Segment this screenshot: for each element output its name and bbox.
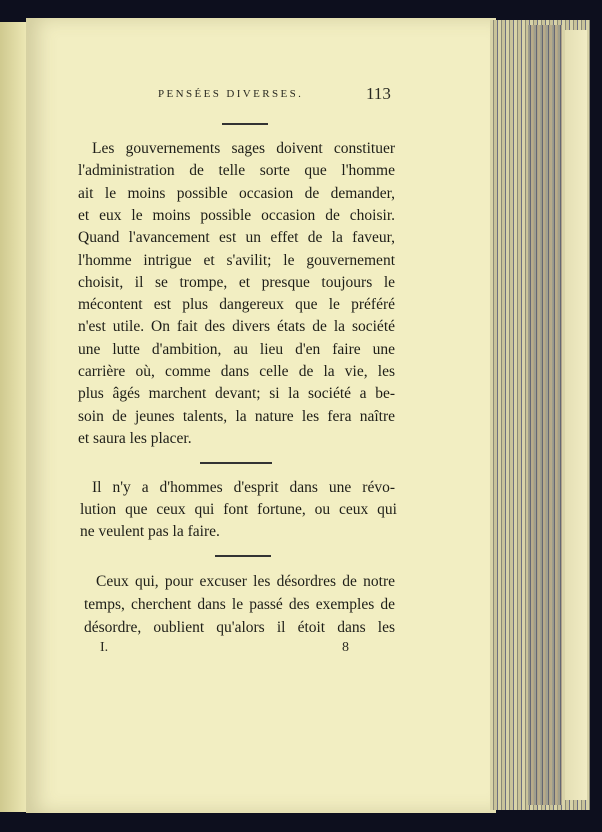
running-title: PENSÉES DIVERSES.	[158, 88, 304, 100]
text-line: et saura les placer.	[78, 429, 192, 447]
text-line: Ceux qui, pour excuser les désordres de notre	[96, 573, 395, 590]
text-line: ne veulent pas la faire.	[80, 523, 220, 540]
text-line: mécontent est plus dangereux que le préféré	[78, 296, 395, 314]
text-line: n'est utile. On fait des divers états de la société	[78, 318, 395, 336]
page-number: 113	[366, 84, 391, 103]
text-line: l'administration de telle sorte que l'homme	[78, 162, 395, 180]
volume-mark: I.	[100, 640, 109, 655]
text-line: et eux le moins possible occasion de choisir.	[78, 206, 395, 224]
text-line: Les gouvernements sages doivent constituer	[92, 140, 395, 157]
cover-edge	[565, 30, 587, 800]
text-line: soin de jeunes talents, la nature les fera naître	[78, 407, 395, 425]
divider-rule	[200, 462, 272, 464]
divider-rule	[222, 123, 268, 125]
text-line: temps, cherchent dans le passé des exemples de	[84, 596, 395, 613]
text-line: plus âgés marchent devant; si la société a be-	[78, 385, 395, 403]
signature-mark: 8	[342, 640, 349, 655]
text-line: lution que ceux qui font fortune, ou ceux qui	[80, 501, 397, 518]
marbled-edge	[528, 25, 562, 805]
text-line: choisit, il se trompe, et presque toujours le	[78, 273, 395, 291]
text-line: Quand l'avancement est un effet de la faveur,	[78, 229, 395, 247]
text-line: ait le moins possible occasion de demander,	[78, 184, 395, 202]
left-page-edge	[0, 22, 26, 812]
text-line: carrière où, comme dans celle de la vie, les	[78, 363, 395, 380]
text-line: l'homme intrigue et s'avilit; le gouvernement	[78, 251, 395, 269]
text-line: Il n'y a d'hommes d'esprit dans une révo-	[92, 479, 395, 496]
text-line: désordre, oublient qu'alors il étoit dans les	[84, 619, 395, 636]
divider-rule	[215, 555, 271, 557]
text-line: une lutte d'ambition, au lieu d'en faire une	[78, 340, 395, 358]
